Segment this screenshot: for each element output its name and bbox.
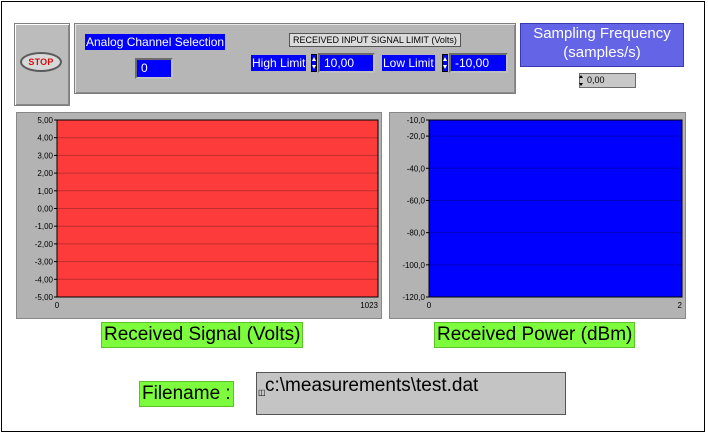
power-chart-label: Received Power (dBm) bbox=[434, 322, 635, 348]
y-tick-label: -2,00 bbox=[34, 239, 53, 249]
signal-chart bbox=[17, 113, 383, 320]
y-tick-label: -60,0 bbox=[406, 196, 425, 206]
filename-input[interactable]: c:\measurements\test.dat bbox=[256, 372, 566, 415]
y-tick-label: 4,00 bbox=[37, 133, 53, 143]
stop-panel bbox=[14, 23, 70, 106]
y-tick-label: -10,0 bbox=[406, 116, 425, 125]
sampling-label-line2: (samples/s) bbox=[563, 44, 641, 61]
channel-label: Analog Channel Selection bbox=[86, 35, 225, 49]
y-tick-label: 3,00 bbox=[37, 151, 53, 161]
y-tick-label: -4,00 bbox=[34, 275, 53, 285]
power-chart bbox=[390, 113, 687, 320]
low-limit-label: Low Limit bbox=[383, 56, 434, 70]
plot-area bbox=[429, 120, 682, 297]
high-limit-stepper-icon[interactable] bbox=[311, 54, 317, 72]
sampling-stepper-icon[interactable] bbox=[579, 73, 584, 88]
y-tick-label: -120,0 bbox=[402, 293, 425, 302]
y-tick-label: 2,00 bbox=[37, 169, 53, 179]
y-tick-label: -1,00 bbox=[34, 222, 53, 232]
limit-title: RECEIVED INPUT SIGNAL LIMIT (Volts) bbox=[289, 33, 461, 47]
sampling-frequency-input[interactable]: 0,00 bbox=[579, 73, 636, 88]
y-tick-label: 5,00 bbox=[37, 116, 53, 125]
control-panel bbox=[74, 23, 516, 94]
x-tick-label: 0 bbox=[426, 301, 432, 310]
power-chart-panel bbox=[389, 112, 686, 319]
y-tick-label: 1,00 bbox=[37, 186, 53, 196]
high-limit-input[interactable]: 10,00 bbox=[318, 53, 375, 73]
y-tick-label: -3,00 bbox=[34, 257, 53, 267]
y-tick-label: -20,0 bbox=[406, 132, 425, 142]
x-tick-label: 1023 bbox=[360, 301, 378, 310]
low-limit-input[interactable]: -10,00 bbox=[449, 53, 508, 73]
y-tick-label: 0,00 bbox=[37, 204, 53, 214]
signal-chart-panel bbox=[16, 112, 382, 319]
signal-chart-label: Received Signal (Volts) bbox=[101, 322, 303, 348]
channel-input[interactable]: 0 bbox=[135, 58, 173, 79]
x-tick-label: 2 bbox=[677, 301, 682, 310]
high-limit-label: High Limit bbox=[252, 56, 306, 70]
path-browse-icon[interactable]: ◫ bbox=[258, 388, 266, 397]
x-tick-label: 0 bbox=[54, 301, 60, 310]
y-tick-label: -80,0 bbox=[406, 228, 425, 238]
y-tick-label: -100,0 bbox=[402, 260, 425, 270]
sampling-frequency-label bbox=[520, 23, 684, 67]
y-tick-label: -40,0 bbox=[406, 164, 425, 174]
sampling-label-line1: Sampling Frequency bbox=[533, 25, 671, 42]
filename-label: Filename : bbox=[139, 381, 234, 407]
low-limit-stepper-icon[interactable] bbox=[442, 54, 448, 72]
y-tick-label: -5,00 bbox=[34, 293, 53, 302]
stop-button[interactable]: STOP bbox=[20, 52, 62, 72]
